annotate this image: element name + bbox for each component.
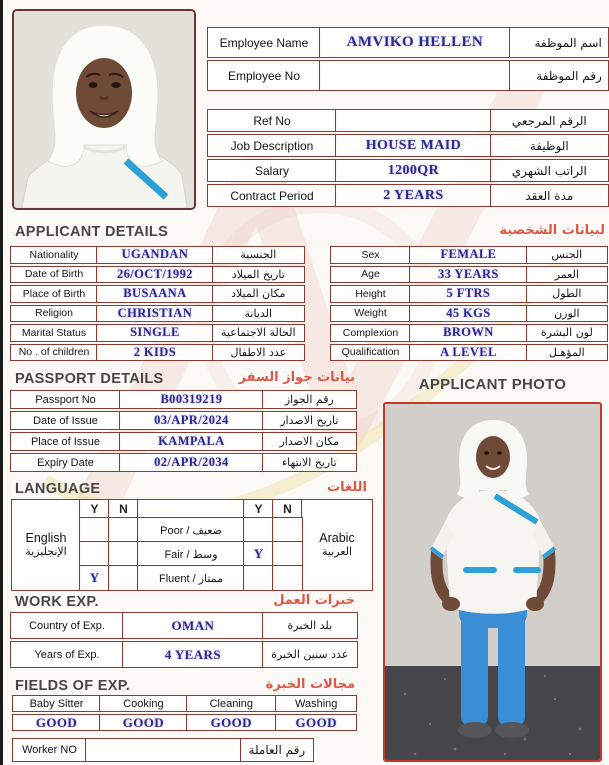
pob-value: BUSAANA — [96, 285, 213, 303]
years-exp-label: Years of Exp. — [10, 641, 124, 668]
english-fair-yes — [79, 541, 110, 567]
years-exp-label-ar: عدد سنين الخبرة — [262, 641, 358, 668]
english-fluent-no — [108, 565, 139, 591]
sex-label: Sex — [330, 246, 411, 264]
fields-exp-title-ar: مجالات الخبرة — [265, 677, 355, 692]
employee-table — [207, 27, 609, 93]
applicant-full-photo — [383, 402, 602, 762]
issue-place-value: KAMPALA — [119, 432, 263, 451]
fields-exp-table — [12, 695, 357, 733]
passport-details-title: PASSPORT DETAILS — [15, 371, 164, 387]
details-left-table — [10, 246, 305, 363]
sex-value: FEMALE — [409, 246, 527, 264]
language-title: LANGUAGE — [15, 481, 101, 497]
pob-label-ar: مكان الميلاد — [212, 285, 305, 303]
english-fair-no — [108, 541, 139, 567]
issue-place-label-ar: مكان الاصدار — [262, 432, 357, 451]
religion-value: CHRISTIAN — [96, 305, 213, 323]
issue-date-label-ar: تاريخ الاصدار — [262, 411, 357, 430]
table-row — [207, 134, 609, 157]
applicant-portrait-photo — [12, 9, 196, 210]
children-value: 2 KIDS — [96, 344, 213, 362]
employee-name-label: Employee Name — [207, 27, 321, 58]
employee-no-value — [319, 60, 510, 91]
dob-label-ar: تاريخ الميلاد — [212, 266, 305, 284]
weight-label: Weight — [330, 305, 411, 323]
field-cooking-rating: GOOD — [99, 714, 187, 731]
qualification-value: A LEVEL — [409, 344, 527, 362]
worker-no-row — [12, 738, 314, 764]
skill-header-empty — [137, 499, 245, 519]
nationality-label-ar: الجنسية — [212, 246, 305, 264]
height-label-ar: الطول — [526, 285, 608, 303]
employee-name-label-ar: اسم الموظفة — [509, 27, 609, 58]
skill-fluent: Fluent / ممتاز — [137, 565, 245, 591]
arabic-yes-header: Y — [243, 499, 274, 519]
employee-name-value: AMVIKO HELLEN — [319, 27, 510, 58]
field-cleaning-label: Cleaning — [186, 695, 277, 712]
work-exp-title: WORK EXP. — [15, 594, 99, 610]
field-babysitter-rating: GOOD — [12, 714, 101, 731]
contract-period-value: 2 YEARS — [335, 184, 491, 207]
work-exp-table — [10, 612, 358, 670]
worker-no-field — [85, 738, 241, 762]
english-label-en: English — [25, 531, 67, 545]
job-description-label: Job Description — [207, 134, 337, 157]
field-washing-rating: GOOD — [275, 714, 357, 731]
language-title-ar: اللغات — [327, 480, 367, 495]
scan-edge — [0, 0, 3, 765]
marital-status-label: Marital Status — [10, 324, 98, 342]
marital-status-value: SINGLE — [96, 324, 213, 342]
issue-date-label: Date of Issue — [10, 411, 121, 430]
sex-label-ar: الجنس — [526, 246, 608, 264]
religion-label-ar: الديانة — [212, 305, 305, 323]
nationality-label: Nationality — [10, 246, 98, 264]
skill-fair: Fair / وسط — [137, 541, 245, 567]
age-value: 33 YEARS — [409, 266, 527, 284]
children-label: No . of children — [10, 344, 98, 362]
english-yes-header: Y — [79, 499, 110, 519]
arabic-fluent-no — [272, 565, 303, 591]
country-exp-value: OMAN — [122, 612, 263, 639]
height-label: Height — [330, 285, 411, 303]
arabic-language-label — [301, 499, 373, 591]
field-washing-label: Washing — [275, 695, 357, 712]
weight-value: 45 KGS — [409, 305, 527, 323]
complexion-label-ar: لون البشرة — [526, 324, 608, 342]
ref-no-value — [335, 109, 491, 132]
language-table — [12, 500, 372, 590]
job-description-label-ar: الوظيفة — [490, 134, 609, 157]
qualification-label: Qualification — [330, 344, 411, 362]
ref-no-label-ar: الرقم المرجعي — [490, 109, 609, 132]
complexion-label: Complexion — [330, 324, 411, 342]
applicant-details-title-ar: لبيانات الشخصية — [499, 223, 605, 238]
expiry-date-value: 02/APR/2034 — [119, 453, 263, 472]
arabic-fair-no — [272, 541, 303, 567]
employee-no-label: Employee No — [207, 60, 321, 91]
worker-no-label-ar: رقم العاملة — [240, 738, 314, 762]
english-label-ar: الإنجليزية — [25, 545, 67, 558]
expiry-date-label: Expiry Date — [10, 453, 121, 472]
children-label-ar: عدد الاطفال — [212, 344, 305, 362]
country-exp-label: Country of Exp. — [10, 612, 124, 639]
salary-label: Salary — [207, 159, 337, 182]
height-value: 5 FTRS — [409, 285, 527, 303]
arabic-poor-no — [272, 517, 303, 543]
arabic-label-ar: العربية — [321, 545, 353, 558]
english-no-header: N — [108, 499, 139, 519]
religion-label: Religion — [10, 305, 98, 323]
pob-label: Place of Birth — [10, 285, 98, 303]
field-cooking-label: Cooking — [99, 695, 187, 712]
marital-status-label-ar: الحالة الاجتماعية — [212, 324, 305, 342]
passport-details-title-ar: بيانات جواز السفر — [238, 370, 355, 385]
field-cleaning-rating: GOOD — [186, 714, 277, 731]
complexion-value: BROWN — [409, 324, 527, 342]
details-right-table — [330, 246, 608, 363]
issue-date-value: 03/APR/2024 — [119, 411, 263, 430]
issue-place-label: Place of Issue — [10, 432, 121, 451]
table-row — [207, 184, 609, 207]
salary-label-ar: الراتب الشهري — [490, 159, 609, 182]
table-row — [207, 60, 609, 91]
applicant-photo-title: APPLICANT PHOTO — [418, 376, 567, 393]
age-label: Age — [330, 266, 411, 284]
field-babysitter-label: Baby Sitter — [12, 695, 101, 712]
arabic-fair-yes: Y — [243, 541, 274, 567]
job-description-value: HOUSE MAID — [335, 134, 491, 157]
job-table — [207, 109, 609, 209]
english-language-label — [11, 499, 81, 591]
table-row — [207, 159, 609, 182]
arabic-no-header: N — [272, 499, 303, 519]
worker-no-label: Worker NO — [12, 738, 87, 762]
passport-no-label-ar: رقم الجواز — [262, 390, 357, 409]
passport-no-value: B00319219 — [119, 390, 263, 409]
qualification-label-ar: المؤهـل — [526, 344, 608, 362]
dob-label: Date of Birth — [10, 266, 98, 284]
skill-poor: Poor / ضعيف — [137, 517, 245, 543]
country-exp-label-ar: بلد الخبرة — [262, 612, 358, 639]
passport-no-label: Passport No — [10, 390, 121, 409]
fields-exp-title: FIELDS OF EXP. — [15, 678, 131, 694]
passport-table — [10, 390, 357, 474]
table-row — [207, 27, 609, 58]
english-fluent-yes: Y — [79, 565, 110, 591]
contract-period-label-ar: مدة العقد — [490, 184, 609, 207]
years-exp-value: 4 YEARS — [122, 641, 263, 668]
applicant-details-title: APPLICANT DETAILS — [15, 224, 169, 240]
dob-value: 26/OCT/1992 — [96, 266, 213, 284]
weight-label-ar: الوزن — [526, 305, 608, 323]
table-row — [207, 109, 609, 132]
work-exp-title-ar: خبرات العمل — [273, 593, 355, 608]
english-poor-yes — [79, 517, 110, 543]
employee-no-label-ar: رقم الموظفة — [509, 60, 609, 91]
arabic-poor-yes — [243, 517, 274, 543]
expiry-date-label-ar: تاريخ الانتهاء — [262, 453, 357, 472]
arabic-fluent-yes — [243, 565, 274, 591]
english-poor-no — [108, 517, 139, 543]
nationality-value: UGANDAN — [96, 246, 213, 264]
age-label-ar: العمر — [526, 266, 608, 284]
contract-period-label: Contract Period — [207, 184, 337, 207]
arabic-label-en: Arabic — [319, 531, 355, 545]
ref-no-label: Ref No — [207, 109, 337, 132]
salary-value: 1200QR — [335, 159, 491, 182]
